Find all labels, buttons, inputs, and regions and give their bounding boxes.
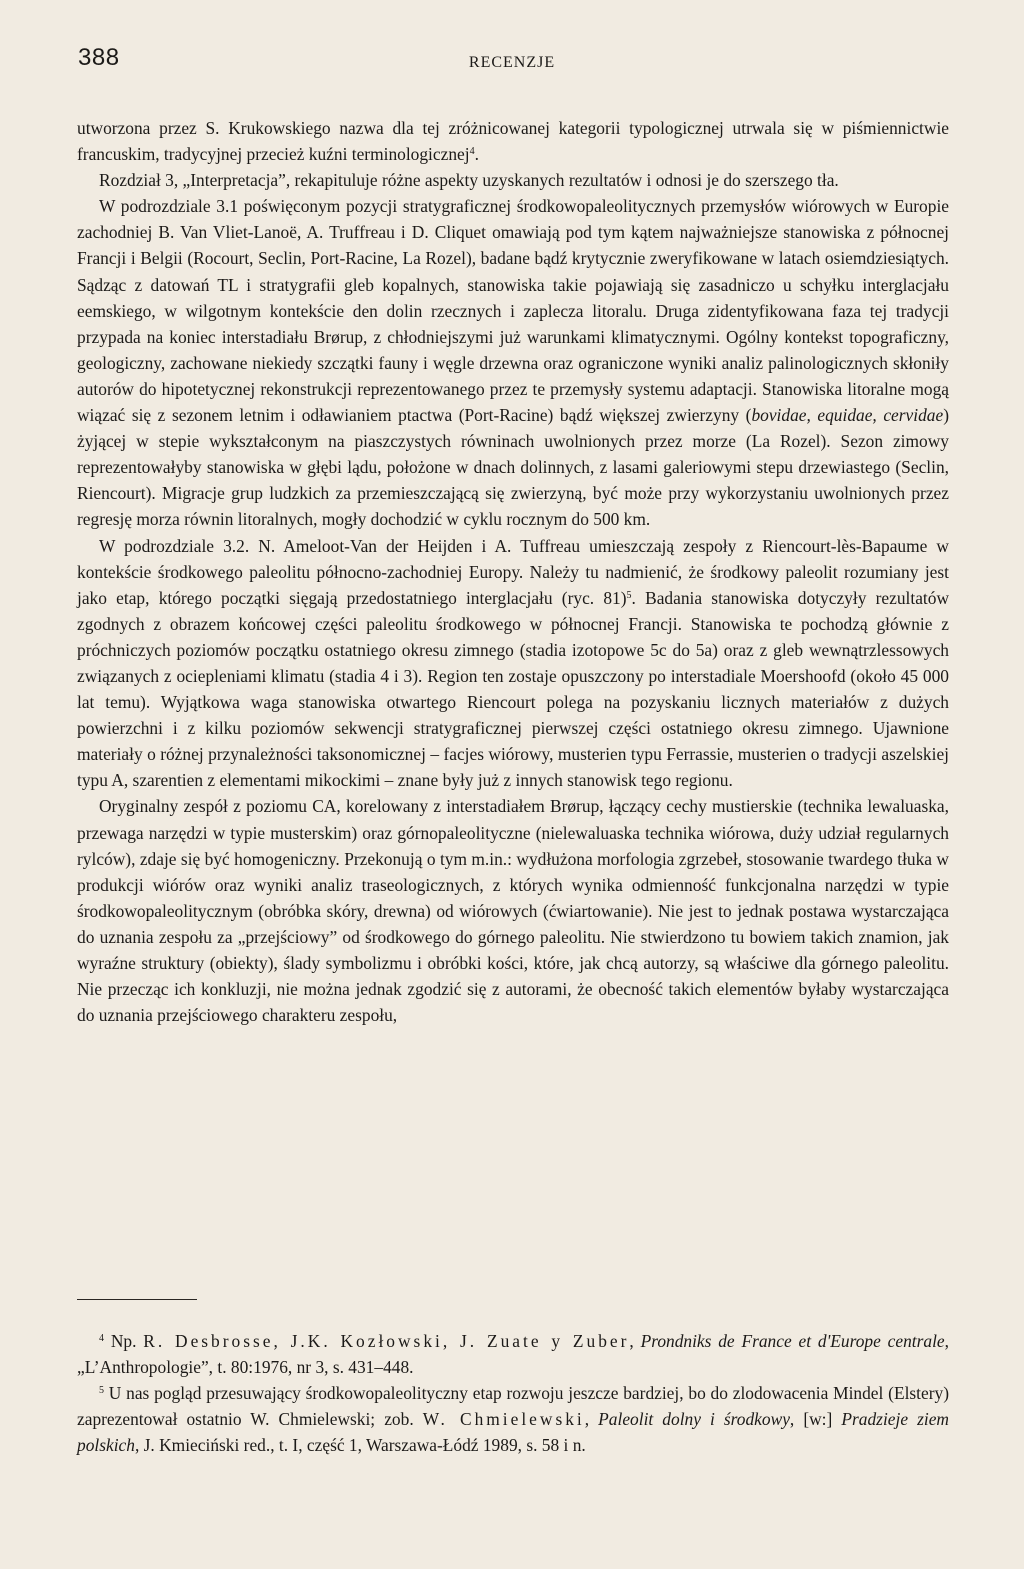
running-head: RECENZJE [468,54,556,71]
page-header [78,44,946,84]
text-run: W podrozdziale 3.2. N. Ameloot-Van der Heijden i A. Tuffreau umieszczają zespoły z Riencourt-lès-Bapaume w kontekście środkowego paleolitu północno-zachodniej Europy. Należy tu nadmienić, że środkowy paleolit rozumiany jest jako etap, którego początki sięgają przedostatniego interglacjału (ryc. 81) [77,535,949,608]
paragraph [77,115,949,167]
text-run: utworzona przez S. Krukowskiego nazwa dla tej zróżnicowanej kategorii typologicznej utrwala się w piśmiennictwie francuskim, tradycyjnej przecież kuźni terminologicznej [77,118,949,165]
italic-text: Pradzieje ziem polskich [77,1409,949,1455]
footnote-separator [77,1299,197,1300]
text-run: , [584,1409,599,1429]
footnotes [77,1328,949,1458]
text-run: . Badania stanowiska dotyczyły rezultatów zgodnych z obrazem końcowej części paleolitu środkowego w północnej Francji. Stanowiska te pochodzą głównie z próchniczych poziomów początku ostatniego okresu zimnego (stadia izotopowe 5c do 5a) oraz z gleb wewnątrzlessowych związanych z ociepleniami klimatu (stadia 4 i 3). Region ten zostaje opuszczony po interstadiale Moershoofd (około 45 000 lat temu). Wyjątkowa waga stanowiska otwartego Riencourt polega na pozyskaniu licznych materiałów z dużych powierzchni i z kilku poziomów sekwencji stratygraficznej pierwszej części ostatniego okresu zimnego. Ujawnione materiały o różnej przynależności taksonomicznej – facjes wiórowy, musterien typu Ferrassie, musterien o tradycji aszelskiej typu A, szarentien z elementami mikockimi – znane były już z innych stanowisk tego regionu. [77,587,949,791]
text-run: ) żyjącej w stepie wykształconym na piaszczystych równinach uwolnionych przez morze (La Rozel). Sezon zimowy reprezentowałyby stanowiska w głębi lądu, położone w dnach dolinnych, z lasami galeriowymi stepu drzewiastego (Seclin, Riencourt). Migracje grup ludzkich za przemieszczającą się zwierzyną, być może przy wykorzystaniu uwolnionych przez regresję morza równin litoralnych, mogły dochodzić w cyklu rocznym do 500 km. [77,405,949,530]
text-run: Rozdział 3, „Interpretacja”, rekapituluje różne aspekty uzyskanych rezultatów i odnosi je do szerszego tła. [99,170,839,191]
footnote-marker: 5 [99,1385,104,1396]
author-names: W. Chmielewski [422,1409,585,1429]
text-run: , „L’Anthropologie”, t. 80:1976, nr 3, s. 431–448. [77,1331,949,1377]
main-text [77,115,949,1028]
paragraph [77,793,949,1028]
italic-text: Paleolit dolny i środkowy [598,1409,790,1429]
page-number: 388 [78,44,120,71]
paragraph [77,167,949,193]
text-run: . [474,144,479,165]
paragraph [77,533,949,794]
footnote-5 [77,1380,949,1458]
text-run: W podrozdziale 3.1 poświęconym pozycji stratygraficznej środkowopaleolitycznych przemysłów wiórowych w Europie zachodniej B. Van Vliet-Lanoë, A. Truffreau i D. Cliquet omawiają pod tym kątem najważniejsze stanowiska z północnej Francji i Belgii (Rocourt, Seclin, Port-Racine, La Rozel), badane bądź krytycznie zweryfikowane w latach osiemdziesiątych. Sądząc z datowań TL i stratygrafii gleb kopalnych, stanowiska takie pojawiają się zasadniczo u schyłku interglacjału eemskiego, w wilgotnym kontekście den dolin rzecznych i zaplecza litoralu. Druga zidentyfikowana faza tej tradycji przypada na koniec interstadiału Brørup, z chłodniejszymi już warunkami klimatycznymi. Ogólny kontekst topograficzny, geologiczny, zachowane niekiedy szczątki fauny i węgle drzewna oraz ograniczone wyniki analiz palinologicznych skłoniły autorów do hipotetycznej rekonstrukcji reprezentowanego przez te przemysły systemu adaptacji. Stanowiska litoralne mogą wiązać się z sezonem letnim i odławianiem ptactwa (Port-Racine) bądź większej zwierzyny ( [77,196,949,426]
text-run: Oryginalny zespół z poziomu CA, korelowany z interstadiałem Brørup, łączący cechy mustierskie (technika lewaluaska, przewaga narzędzi w typie musterskim) oraz górnopaleolityczne (nielewaluaska technika wiórowa, duży udział regularnych rylców), zdaje się być homogeniczny. Przekonują o tym m.in.: wydłużona morfologia zgrzebeł, stosowanie twardego tłuka w produkcji wiórów oraz wyniki analiz traseologicznych, z których wynika odmienność funkcjonalna narzędzi w typie środkowopaleolitycznym (obróbka skóry, drewna) od wiórowych (ćwiartowanie). Nie jest to jednak postawa wystarczająca do uznania zespołu za „przejściowy” od środkowego do górnego paleolitu. Nie stwierdzono tu bowiem takich znamion, jak wyraźne struktury (obiekty), ślady symbolizmu i obróbki kości, które, jak chcą autorzy, są właściwe dla górnego paleolitu. Nie przecząc ich konkluzji, nie można jednak zgodzić się z autorami, że obecność takich elementów byłaby wystarczająca do uznania przejściowego charakteru zespołu, [77,796,949,1026]
footnote-marker: 5 [626,589,632,601]
author-names: R. Desbrosse, J.K. Kozłowski, J. Zuate y Zuber [143,1331,630,1351]
text-run: , J. Kmieciński red., t. I, część 1, Warszawa-Łódź 1989, s. 58 i n. [134,1435,586,1455]
footnote-marker: 4 [469,146,475,158]
paragraph [77,193,949,532]
footnote-4 [77,1328,949,1380]
text-run: U nas pogląd przesuwający środkowopaleolityczny etap rozwoju jeszcze bardziej, bo do zlodowacenia Mindel (Elstery) zaprezentował ostatnio W. Chmielewski; zob. [77,1383,949,1429]
text-run: , [w:] [789,1409,842,1429]
text-run: , [629,1331,641,1351]
footnote-marker: 4 [99,1333,104,1344]
italic-text: bovidae, equidae, cervidae [751,405,944,426]
italic-text: Prondniks de France et d'Europe centrale [640,1331,945,1351]
text-run: Np. [104,1331,144,1351]
